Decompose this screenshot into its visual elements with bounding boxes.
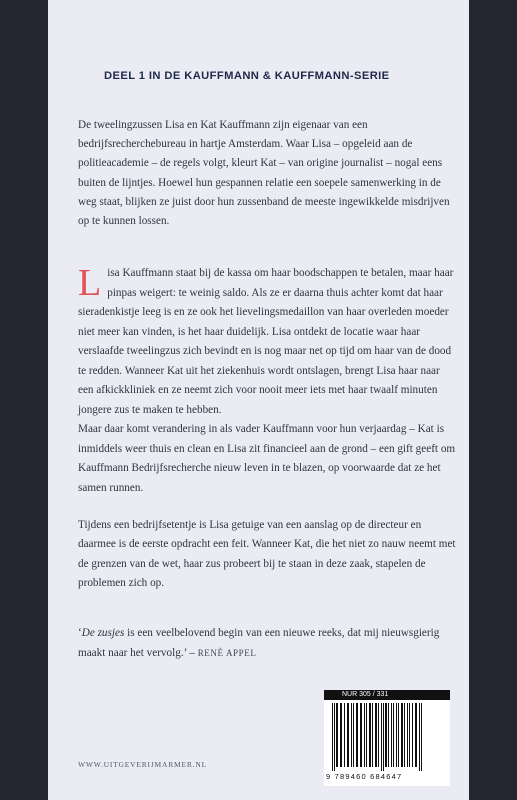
quote-text: is een veelbelovend begin van een nieuwe reeks, dat mij nieuwsgierig maakt naar het vervolg.’ – — [78, 627, 440, 659]
barcode-bar — [353, 703, 354, 767]
story-text: isa Kauffmann staat bij de kassa om haar boodschappen te betalen, maar haar pinpas weigert: te weinig saldo. Als ze er daarna thuis achter komt dat haar sieradenkistje leeg is en ze ook het lievelingsmedaillon van haar overleden moeder niet meer kan vinden, is het haar duidelijk. Lisa ontdekt de locatie waar haar verslaafde tweelingzus zich bevindt en is nog maar net op tijd om haar van de dood te redden. Wanneer Kat uit het ziekenhuis wordt ontslagen, brengt Lisa haar naar een afkickkliniek en ze neemt zich voor nooit meer iets met haar twaalf minuten jongere zus te maken te hebben. — [78, 267, 454, 416]
barcode-bar — [407, 703, 408, 767]
barcode-bar — [393, 703, 394, 767]
barcode-bar — [375, 703, 377, 767]
barcode-bar — [369, 703, 371, 767]
barcode-bar — [366, 703, 367, 767]
nur-code: NUR 305 / 331 — [324, 690, 450, 700]
barcode-bar — [334, 703, 335, 771]
barcode-bar — [378, 703, 379, 767]
isbn-number: 9 789460 684647 — [326, 772, 403, 781]
series-title: DEEL 1 IN DE KAUFFMANN & KAUFFMANN-SERIE — [104, 70, 390, 82]
barcode-bars — [330, 703, 444, 771]
barcode-bar — [351, 703, 352, 767]
barcode-bar — [391, 703, 392, 767]
barcode-bar — [383, 703, 384, 771]
story-paragraph — [78, 264, 458, 420]
barcode-bar — [409, 703, 410, 767]
barcode-bar — [385, 703, 387, 767]
barcode-bar — [381, 703, 382, 771]
barcode-bar — [396, 703, 397, 767]
barcode-bar — [356, 703, 358, 767]
barcode-bar — [421, 703, 422, 771]
barcode-bar — [360, 703, 362, 767]
barcode-bar — [398, 703, 399, 767]
barcode-bar — [340, 703, 342, 767]
barcode-bar — [347, 703, 349, 767]
barcode-bar — [401, 703, 403, 767]
plot-paragraph: Tijdens een bedrijfsetentje is Lisa getuige van een aanslag op de directeur en daarmee is de eerste opdracht een feit. Wanneer Kat, die het niet zo nauw neemt met de grenzen van de wet, haar zus probeert bij te staan in deze zaak, stapelen de problemen zich op. — [78, 519, 456, 589]
quote-open: ‘ — [78, 627, 82, 639]
barcode-bar — [419, 703, 420, 771]
isbn-barcode — [324, 690, 450, 786]
quote-book-title: De zusjes — [81, 627, 125, 639]
barcode-bar — [388, 703, 389, 767]
barcode-bar — [332, 703, 333, 771]
blurb-paragraph: De tweelingzussen Lisa en Kat Kauffmann zijn eigenaar van een bedrijfsrecherchebureau in hartje Amsterdam. Waar Lisa – opgeleid aan de politieacademie – de regels volgt, kleurt Kat – van origine journalist – nogal eens buiten de lijntjes. Hoewel hun gespannen relatie een soepele samenwerking in de weg staat, blijken ze juist door hun zussenband de meeste ingewikkelde misdrijven op te kunnen lossen. — [78, 119, 450, 228]
dropcap-letter: L — [78, 262, 102, 304]
quote-author: RENÉ APPEL — [197, 647, 257, 658]
barcode-bar — [364, 703, 365, 767]
review-quote — [78, 624, 458, 663]
story-continuation: Maar daar komt verandering in als vader Kauffmann voor hun verjaardag – Kat is inmiddels weer thuis en clean en Lisa zit financieel aan de grond – een gift geeft om Kauffmann Bedrijfsrecherche nieuw leven in te blazen, op voorwaarde dat ze het samen runnen. — [78, 423, 456, 494]
publisher-website: WWW.UITGEVERIJMARMER.NL — [78, 760, 207, 769]
cover-panel — [48, 0, 469, 800]
barcode-bar — [336, 703, 338, 767]
barcode-bar — [404, 703, 405, 767]
barcode-bar — [372, 703, 373, 767]
barcode-bar — [412, 703, 413, 767]
barcode-bar — [344, 703, 345, 767]
barcode-bar — [415, 703, 417, 767]
